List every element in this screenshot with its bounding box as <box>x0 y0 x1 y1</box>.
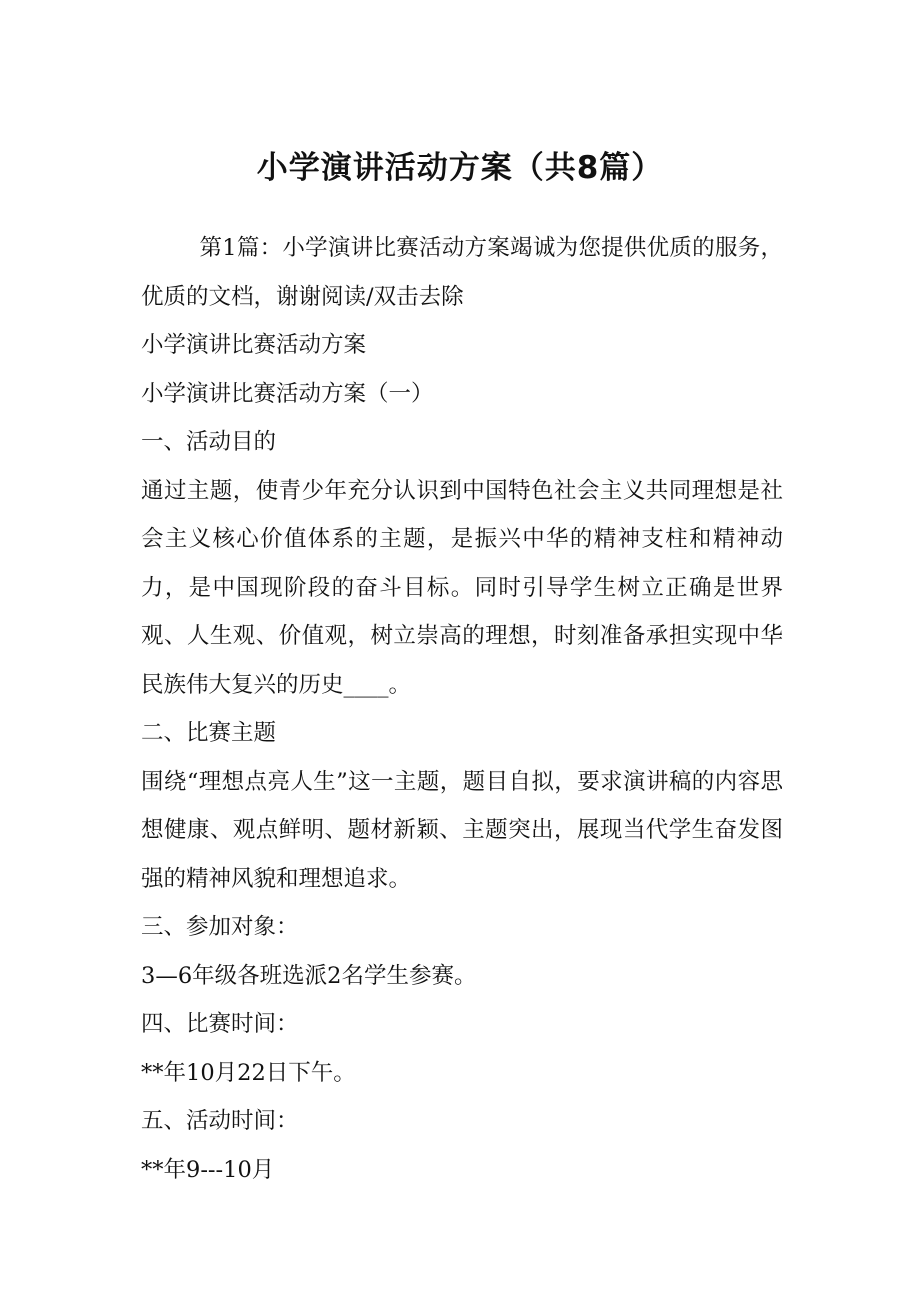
heading-participants: 三、参加对象： <box>141 914 299 940</box>
heading-activity-purpose: 一、活动目的 <box>141 429 277 455</box>
subsection-heading: 小学演讲比赛活动方案（一） <box>141 380 434 407</box>
heading-activity-time: 五、活动时间： <box>141 1108 299 1134</box>
intro-paragraph: 第1篇：小学演讲比赛活动方案竭诚为您提供优质的服务，优质的文档，谢谢阅读/双击去除 <box>141 235 783 310</box>
paragraph-activity-time: **年9---10月 <box>141 1156 275 1183</box>
paragraph-contest-theme: 围绕“理想点亮人生”这一主题，题目自拟，要求演讲稿的内容思想健康、观点鲜明、题材新颖、主题突出，展现当代学生奋发图强的精神风貌和理想追求。 <box>141 768 783 892</box>
paragraph-participants: 3—6年级各班选派2名学生参赛。 <box>141 962 477 989</box>
paragraph-contest-time: **年10月22日下午。 <box>141 1059 356 1086</box>
heading-contest-time: 四、比赛时间： <box>141 1011 299 1037</box>
document-title: 小学演讲活动方案（共8篇） <box>256 150 664 186</box>
section-heading: 小学演讲比赛活动方案 <box>141 332 367 358</box>
paragraph-activity-purpose: 通过主题，使青少年充分认识到中国特色社会主义共同理想是社会主义核心价值体系的主题，是振兴中华的精神支柱和精神动力，是中国现阶段的奋斗目标。同时引导学生树立正确是世界观、人生观、价值观，树立崇高的理想，时刻准备承担实现中华民族伟大复兴的历史____。 <box>141 477 783 698</box>
heading-contest-theme: 二、比赛主题 <box>141 720 277 746</box>
document-body <box>141 224 783 1194</box>
